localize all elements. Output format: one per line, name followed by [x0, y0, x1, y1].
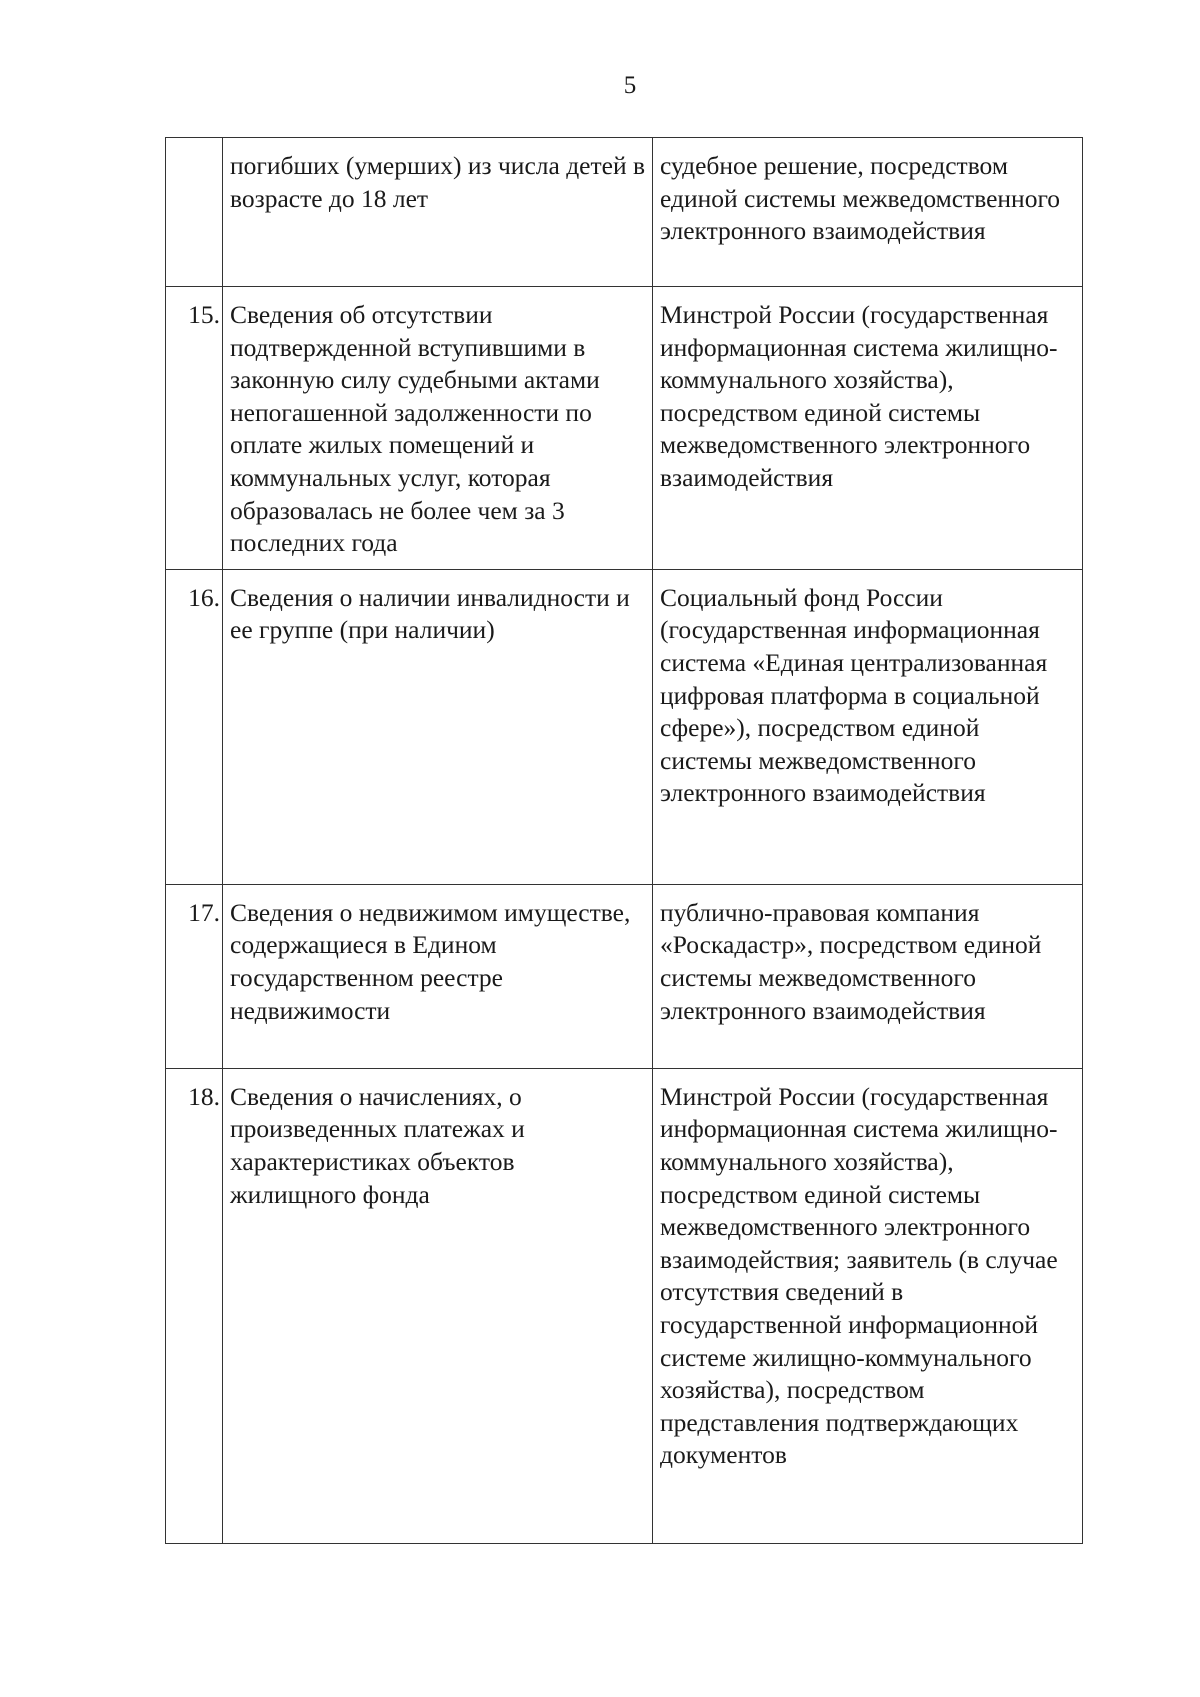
row-source: [653, 138, 1083, 287]
row-source: [653, 569, 1083, 884]
row-description-text: погибших (умерших) из числа детей в возрасте до 18 лет: [230, 151, 646, 213]
page-number: 5: [623, 72, 637, 99]
row-source-text: Минстрой России (государственная информационная система жилищно-коммунального хозяйства), посредством единой системы межведомственного электронного взаимодействия: [660, 300, 1058, 492]
row-description: [223, 884, 653, 1068]
row-description-text: Сведения об отсутствии подтвержденной вступившими в законную силу судебными актами непогашенной задолженности по оплате жилых помещений и коммунальных услуг, которая образовалась не более чем за 3 последних года: [230, 300, 600, 558]
row-number: 16.: [166, 569, 223, 884]
row-source-text: судебное решение, посредством единой системы межведомственного электронного взаимодействия: [660, 151, 1061, 246]
row-number: 17.: [166, 884, 223, 1068]
row-description: [223, 1068, 653, 1543]
row-description-text: Сведения о наличии инвалидности и ее группе (при наличии): [230, 582, 630, 645]
table-row: [166, 1068, 1083, 1543]
row-number: 18.: [166, 1068, 223, 1543]
row-description: [223, 287, 653, 570]
table-row: [166, 138, 1083, 287]
table-row: [166, 569, 1083, 884]
table-row: [166, 287, 1083, 570]
documents-table: [165, 137, 1083, 1544]
row-source-text: публично-правовая компания «Роскадастр», посредством единой системы межведомственного электронного взаимодействия: [660, 897, 1042, 1025]
row-description-text: Сведения о недвижимом имуществе, содержащиеся в Едином государственном реестре недвижимости: [230, 897, 631, 1025]
table-row: [166, 884, 1083, 1068]
row-description-text: Сведения о начислениях, о произведенных платежах и характеристиках объектов жилищного фонда: [230, 1081, 525, 1209]
row-number: [166, 138, 223, 287]
row-description: [223, 569, 653, 884]
row-number: 15.: [166, 287, 223, 570]
row-description: [223, 138, 653, 287]
row-source: [653, 287, 1083, 570]
row-source-text: Минстрой России (государственная информационная система жилищно-коммунального хозяйства), посредством единой системы межведомственного электронного взаимодействия; заявитель (в случае отсутствия сведений в государственной информационной системе жилищно-коммунального хозяйства), посредством представления подтверждающих документов: [660, 1081, 1058, 1470]
row-source-text: Социальный фонд России (государственная информационная система «Единая централизованная цифровая платформа в социальной сфере»), посредством единой системы межведомственного электронного взаимодействия: [660, 582, 1048, 808]
row-source: [653, 884, 1083, 1068]
row-source: [653, 1068, 1083, 1543]
